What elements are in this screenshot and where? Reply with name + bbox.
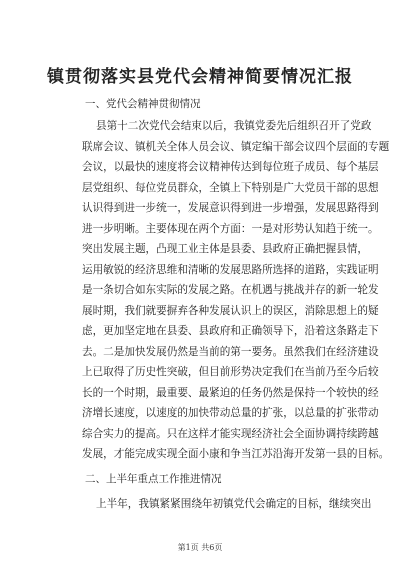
paragraph-line: 虑，更加坚定地在县委、县政府和正确领导下，沿着这条路走下 [82,325,379,337]
paragraph-line: 联席会议、镇机关全体人员会议、镇定编干部会议四个层面的专题 [82,140,390,153]
paragraph-line: 长的一个时期，最重要、最紧迫的任务仍然是保持一个较快的经 [82,386,379,399]
section-heading-2: 二、上半年重点工作推进情况 [85,473,222,485]
paragraph-line: 突出发展主题，凸现工业主体是县委、县政府正确把握县情， [82,243,369,255]
section-heading-1: 一、党代会精神贯彻情况 [85,98,201,110]
paragraph-line: 层党组织、每位党员群众，全镇上下特别是广大党员干部的思想 [82,181,379,194]
paragraph-line: 去。二是加快发展仍然是当前的第一要务。虽然我们在经济建设 [82,345,379,358]
page-footer: 第1页 共6页 [177,543,223,552]
paragraph-line: 运用敏锐的经济思维和清晰的发展思路所选择的道路，实践证明 [82,263,379,276]
paragraph-line: 综合实力的提高。只在这样才能实现经济社会全面协调持续跨越 [82,427,379,440]
paragraph-line: 县第十二次党代会结束以后，我镇党委先后组织召开了党政 [96,120,372,132]
paragraph-line: 济增长速度，以速度的加快带动总量的扩张，以总量的扩张带动 [82,407,379,419]
paragraph-line: 会议，以最快的速度将会议精神传达到每位班子成员、每个基层 [82,161,379,173]
paragraph-line: 上半年，我镇紧紧围绕年初镇党代会确定的目标，继续突出 [96,498,372,510]
paragraph-line: 是一条切合如东实际的发展之路。在机遇与挑战并存的新一轮发 [82,284,379,296]
paragraph-line: 认识得到进一步统一，发展意识得到进一步增强，发展思路得到 [82,202,379,214]
paragraph-line: 上已取得了历史性突破，但目前形势决定我们在当前乃至今后较 [82,366,379,378]
paragraph-line: 发展，才能完成实现全面小康和争当江苏沿海开发第一县的目标。 [82,448,390,460]
paragraph-line: 展时期，我们就要摒弃各种发展认识上的误区，消除思想上的疑 [82,304,379,317]
paragraph-line: 进一步明晰。主要体现在两个方面：一是对形势认知趋于统一。 [82,222,379,235]
document-title: 镇贯彻落实县党代会精神简要情况汇报 [47,67,353,87]
